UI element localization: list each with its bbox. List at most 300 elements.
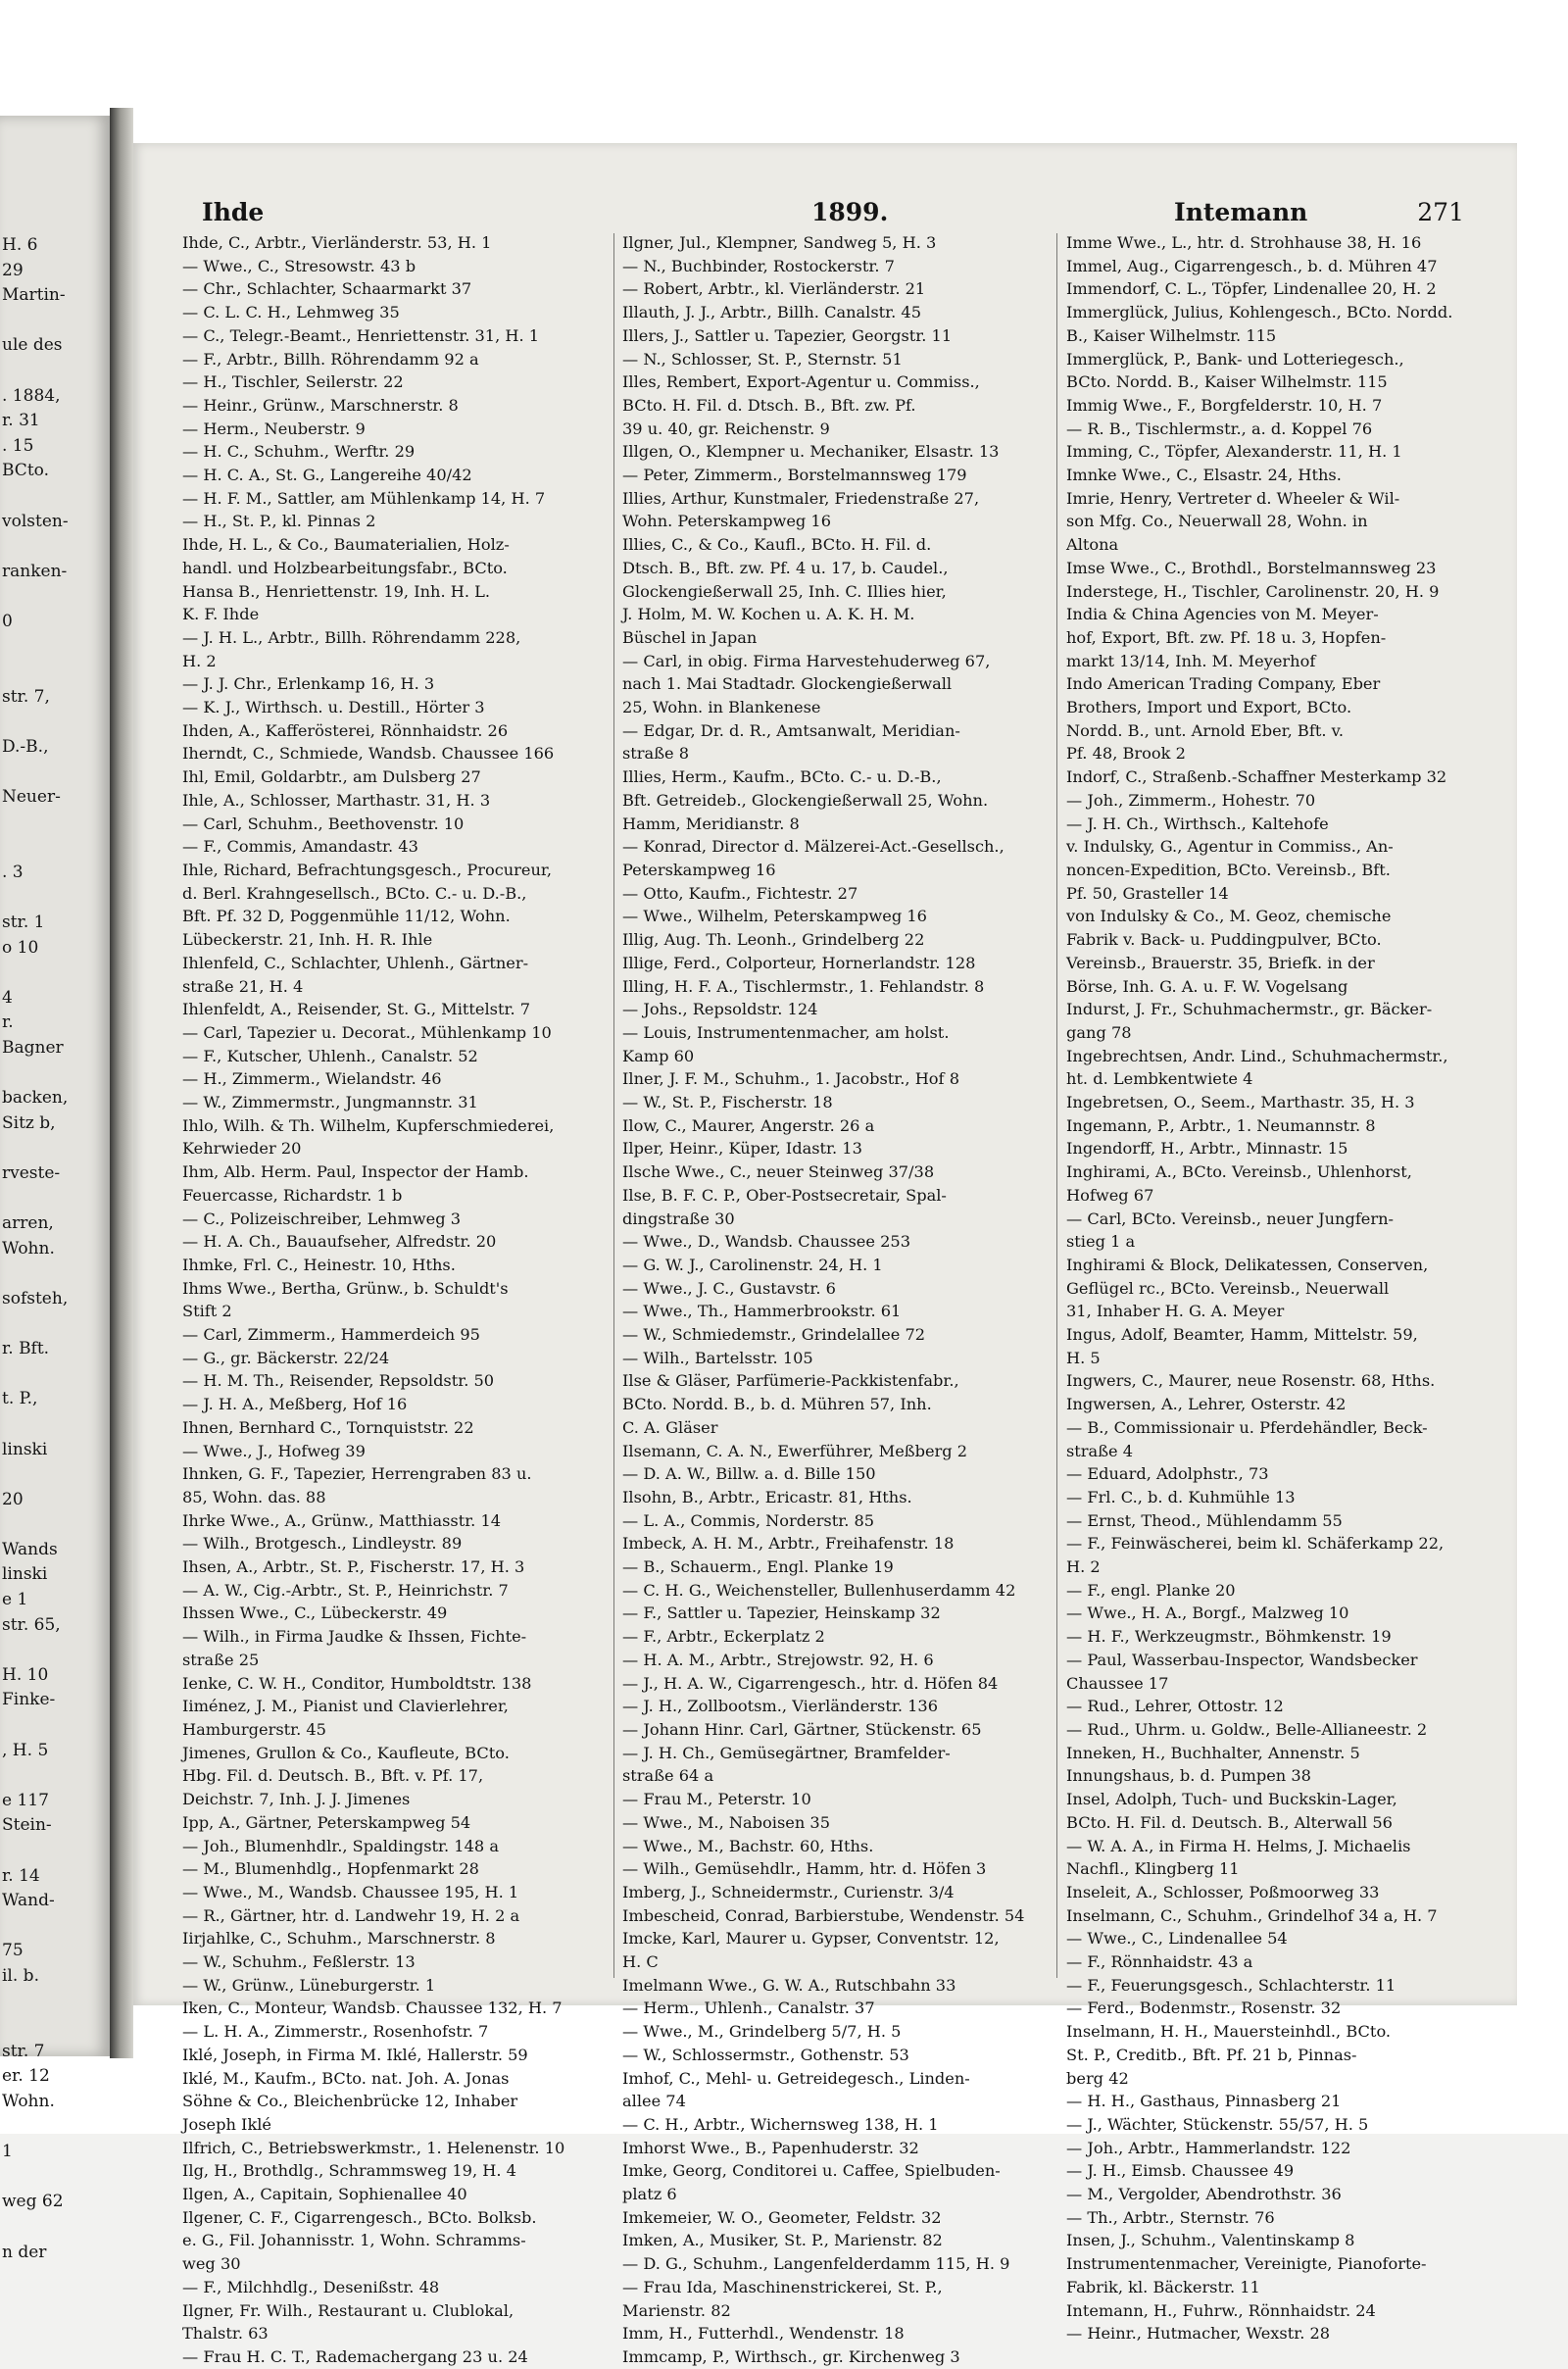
previous-page-line: ule des	[2, 335, 63, 356]
directory-entry: — L. A., Commis, Norderstr. 85	[622, 1510, 875, 1530]
directory-entry: Ihden, A., Kafferösterei, Rönnhaidstr. 26	[182, 720, 509, 740]
directory-entry: — Chr., Schlachter, Schaarmarkt 37	[182, 279, 472, 299]
directory-entry: Innungshaus, b. d. Pumpen 38	[1066, 1766, 1311, 1786]
directory-entry: Ilner, J. F. M., Schuhm., 1. Jacobstr., Hof 8	[622, 1069, 959, 1089]
directory-entry: gang 78	[1066, 1022, 1132, 1042]
previous-page-line: o 10	[2, 937, 39, 958]
previous-page-line: linski	[2, 1564, 48, 1585]
directory-entry: — H. F. M., Sattler, am Mühlenkamp 14, H. 7	[182, 488, 546, 508]
directory-entry: Immel, Aug., Cigarrengesch., b. d. Mühren 47	[1066, 256, 1438, 275]
previous-page-line: r.	[2, 1012, 14, 1033]
previous-page-line: Bagner	[2, 1038, 64, 1058]
directory-entry: — Wilh., Brotgesch., Lindleystr. 89	[182, 1534, 463, 1554]
directory-entry: — Robert, Arbtr., kl. Vierländerstr. 21	[622, 279, 926, 299]
directory-entry: Ingebrechtsen, Andr. Lind., Schuhmachermstr.,	[1066, 1046, 1448, 1065]
directory-entry: Immerglück, Julius, Kohlengesch., BCto. Nordd.	[1066, 303, 1453, 322]
directory-entry: — Wwe., D., Wandsb. Chaussee 253	[622, 1232, 911, 1252]
directory-entry: — Wwe., H. A., Borgf., Malzweg 10	[1066, 1604, 1349, 1623]
previous-page-line: Wohn.	[2, 1238, 55, 1259]
directory-entry: Ilsohn, B., Arbtr., Ericastr. 81, Hths.	[622, 1487, 912, 1506]
directory-entry: — Wilh., Bartelsstr. 105	[622, 1348, 813, 1367]
previous-page-line	[2, 1638, 110, 1663]
directory-entry: — H. A. M., Arbtr., Strejowstr. 92, H. 6	[622, 1650, 934, 1669]
previous-page-line: arren,	[2, 1213, 54, 1234]
directory-entry: Nachfl., Klingberg 11	[1066, 1859, 1240, 1879]
directory-entry: — F., Arbtr., Eckerplatz 2	[622, 1627, 825, 1647]
previous-page-line: . 15	[2, 435, 34, 456]
directory-entry: v. Indulsky, G., Agentur in Commiss., An-	[1066, 837, 1394, 857]
directory-entry: — J. H. A., Meßberg, Hof 16	[182, 1395, 408, 1414]
directory-entry: stieg 1 a	[1066, 1232, 1136, 1252]
directory-entry: — Ernst, Theod., Mühlendamm 55	[1066, 1510, 1343, 1530]
directory-entry: Ilgner, Fr. Wilh., Restaurant u. Clublokal,	[182, 2300, 514, 2320]
directory-entry: Illige, Ferd., Colporteur, Hornerlandstr. 128	[622, 953, 976, 972]
directory-entry: Ipp, A., Gärtner, Peterskampweg 54	[182, 1812, 471, 1832]
directory-entry: — Wwe., C., Lindenallee 54	[1066, 1929, 1288, 1949]
previous-page-line: str. 7	[2, 2041, 45, 2061]
directory-entry: Brothers, Import und Export, BCto.	[1066, 698, 1352, 717]
directory-entry: — C. L. C. H., Lehmweg 35	[182, 303, 400, 322]
directory-entry: Ilgener, C. F., Cigarrengesch., BCto. Bolksb.	[182, 2207, 537, 2227]
previous-page-line	[2, 1261, 110, 1287]
directory-entry: — Wwe., M., Naboisen 35	[622, 1812, 831, 1832]
directory-entry: Ihmke, Frl. C., Heinestr. 10, Hths.	[182, 1255, 456, 1274]
directory-entry: — Heinr., Grünw., Marschnerstr. 8	[182, 395, 459, 415]
previous-page-line	[2, 635, 110, 661]
header-last-name: Intemann	[1174, 198, 1308, 226]
directory-entry: straße 8	[622, 744, 690, 764]
directory-entry: Pf. 50, Grasteller 14	[1066, 883, 1229, 903]
directory-entry: — F., Milchhdlg., Desenißstr. 48	[182, 2277, 440, 2296]
directory-entry: Vereinsb., Brauerstr. 35, Briefk. in der	[1066, 953, 1375, 972]
directory-column-2	[622, 231, 1039, 2369]
directory-entry: BCto. Nordd. B., Kaiser Wilhelmstr. 115	[1066, 372, 1388, 392]
previous-page-line: e 117	[2, 1790, 49, 1810]
directory-entry: Iirjahlke, C., Schuhm., Marschnerstr. 8	[182, 1929, 496, 1949]
directory-entry: 85, Wohn. das. 88	[182, 1487, 326, 1506]
directory-entry: — G., gr. Bäckerstr. 22/24	[182, 1348, 390, 1367]
directory-entry: berg 42	[1066, 2068, 1129, 2088]
directory-entry: — H. F., Werkzeugmstr., Böhmkenstr. 19	[1066, 1627, 1392, 1647]
previous-page-line: Wand-	[2, 1891, 55, 1911]
directory-entry: Insen, J., Schuhm., Valentinskamp 8	[1066, 2231, 1355, 2250]
directory-entry: — C., Polizeischreiber, Lehmweg 3	[182, 1209, 462, 1228]
directory-entry: Imm, H., Futterhdl., Wendenstr. 18	[622, 2324, 905, 2344]
directory-entry: — B., Commissionair u. Pferdehändler, Beck-	[1066, 1417, 1428, 1437]
previous-page-line	[2, 484, 110, 510]
directory-entry: Ilg, H., Brothdlg., Schrammsweg 19, H. 4	[182, 2161, 516, 2181]
directory-entry: markt 13/14, Inh. M. Meyerhof	[1066, 651, 1316, 670]
directory-entry: — Ferd., Bodenmstr., Rosenstr. 32	[1066, 1999, 1342, 2018]
directory-entry: — F., Feuerungsgesch., Schlachterstr. 11	[1066, 1975, 1396, 1995]
directory-entry: — B., Schauerm., Engl. Planke 19	[622, 1557, 894, 1577]
directory-entry: straße 64 a	[622, 1766, 714, 1786]
directory-entry: H. C	[622, 1952, 659, 1972]
previous-page-line	[2, 961, 110, 986]
previous-page-line	[2, 760, 110, 785]
directory-entry: — L. H. A., Zimmerstr., Rosenhofstr. 7	[182, 2022, 489, 2042]
directory-entry: Ingebretsen, O., Seem., Marthastr. 35, H. 3	[1066, 1093, 1415, 1112]
directory-entry: Ihle, A., Schlosser, Marthastr. 31, H. 3	[182, 790, 491, 810]
directory-entry: allee 74	[622, 2092, 686, 2111]
previous-page-line	[2, 660, 110, 685]
page-number: 271	[1417, 198, 1464, 226]
directory-entry: Glockengießerwall 25, Inh. C. Illies hier,	[622, 581, 947, 601]
previous-page-line: backen,	[2, 1088, 69, 1109]
directory-entry: — Peter, Zimmerm., Borstelmannsweg 179	[622, 466, 967, 485]
header-year: 1899.	[811, 198, 889, 226]
directory-entry: Ihnken, G. F., Tapezier, Herrengraben 83 u.	[182, 1464, 532, 1484]
header-first-name: Ihde	[202, 198, 265, 226]
previous-page-line: 20	[2, 1489, 24, 1509]
directory-entry: Thalstr. 63	[182, 2324, 269, 2344]
directory-entry: — Wilh., in Firma Jaudke & Ihssen, Fichte-	[182, 1627, 527, 1647]
directory-entry: Imke, Georg, Conditorei u. Caffee, Spielbuden-	[622, 2161, 1001, 2181]
directory-entry: — Frau H. C. T., Rademachergang 23 u. 24	[182, 2346, 528, 2366]
directory-entry: Imrie, Henry, Vertreter d. Wheeler & Wil-	[1066, 488, 1400, 508]
previous-page-line	[2, 835, 110, 861]
directory-entry: Ihsen, A., Arbtr., St. P., Fischerstr. 17, H. 3	[182, 1557, 525, 1577]
directory-entry: — Rud., Uhrm. u. Goldw., Belle-Allianeestr. 2	[1066, 1720, 1428, 1739]
directory-entry: von Indulsky & Co., M. Geoz, chemische	[1066, 907, 1392, 926]
directory-entry: Indorf, C., Straßenb.-Schaffner Mesterkamp 32	[1066, 767, 1447, 787]
directory-entry: — Joh., Blumenhdlr., Spaldingstr. 148 a	[182, 1836, 500, 1855]
directory-entry: Deichstr. 7, Inh. J. J. Jimenes	[182, 1790, 411, 1809]
previous-page-line: 29	[2, 260, 24, 280]
previous-page-line: str. 7,	[2, 686, 50, 707]
directory-entry: — J. H. L., Arbtr., Billh. Röhrendamm 228,	[182, 627, 521, 647]
previous-page-line	[2, 710, 110, 735]
directory-entry: Illies, C., & Co., Kaufl., BCto. H. Fil. d.	[622, 535, 932, 555]
directory-entry: — Carl, Schuhm., Beethovenstr. 10	[182, 814, 465, 833]
directory-entry: H. 2	[182, 651, 217, 670]
previous-page-line: volsten-	[2, 511, 69, 531]
directory-entry: — W., Grünw., Lüneburgerstr. 1	[182, 1975, 436, 1995]
directory-entry: Marienstr. 82	[622, 2300, 731, 2320]
directory-entry: Geflügel rc., BCto. Vereinsb., Neuerwall	[1066, 1278, 1390, 1298]
directory-entry: — R., Gärtner, htr. d. Landwehr 19, H. 2 a	[182, 1905, 520, 1925]
previous-page-line: r. 31	[2, 411, 40, 431]
directory-entry: nach 1. Mai Stadtadr. Glockengießerwall	[622, 674, 953, 694]
directory-entry: H. 2	[1066, 1557, 1101, 1577]
directory-entry: — Frau M., Peterstr. 10	[622, 1790, 811, 1809]
previous-page-line	[2, 1412, 110, 1438]
directory-entry: — Carl, in obig. Firma Harvestehuderweg 67,	[622, 651, 991, 670]
directory-entry: — W., Schuhm., Feßlerstr. 13	[182, 1952, 416, 1972]
previous-page-line	[2, 1136, 110, 1161]
previous-page-line: 4	[2, 987, 13, 1008]
directory-entry: Kamp 60	[622, 1046, 695, 1065]
directory-entry: — J. H. Ch., Wirthsch., Kaltehofe	[1066, 814, 1329, 833]
directory-entry: straße 21, H. 4	[182, 976, 304, 996]
previous-page-line: str. 1	[2, 913, 45, 933]
directory-entry: Feuercasse, Richardstr. 1 b	[182, 1185, 403, 1205]
previous-page-line	[2, 1187, 110, 1212]
directory-entry: Iherndt, C., Schmiede, Wandsb. Chaussee 166	[182, 744, 555, 764]
previous-page-line: ranken-	[2, 561, 68, 581]
directory-entry: — F., Sattler u. Tapezier, Heinskamp 32	[622, 1604, 941, 1623]
directory-column-1	[182, 231, 599, 2369]
directory-entry: Iken, C., Monteur, Wandsb. Chaussee 132, H. 7	[182, 1999, 563, 2018]
directory-entry: St. P., Creditb., Bft. Pf. 21 b, Pinnas-	[1066, 2045, 1357, 2064]
previous-page-line	[2, 2014, 110, 2040]
directory-entry: — A. W., Cig.-Arbtr., St. P., Heinrichstr. 7	[182, 1580, 509, 1600]
directory-entry: Söhne & Co., Bleichenbrücke 12, Inhaber	[182, 2092, 518, 2111]
directory-entry: — F., Commis, Amandastr. 43	[182, 837, 418, 857]
previous-page-line: Martin-	[2, 285, 66, 306]
directory-entry: — Joh., Arbtr., Hammerlandstr. 122	[1066, 2138, 1351, 2157]
previous-page-line: 0	[2, 611, 13, 631]
directory-entry: — Wwe., Th., Hammerbrookstr. 61	[622, 1302, 902, 1321]
directory-entry: Ilper, Heinr., Küper, Idastr. 13	[622, 1139, 862, 1159]
directory-entry: Imelmann Wwe., G. W. A., Rutschbahn 33	[622, 1975, 956, 1995]
directory-entry: — F., Kutscher, Uhlenh., Canalstr. 52	[182, 1046, 478, 1065]
directory-entry: Iiménez, J. M., Pianist und Clavierlehrer,	[182, 1697, 509, 1716]
previous-page-line: r. 14	[2, 1865, 40, 1886]
directory-entry: e. G., Fil. Johannisstr. 1, Wohn. Schramms-	[182, 2231, 526, 2250]
directory-entry: BCto. H. Fil. d. Deutsch. B., Alterwall 56	[1066, 1812, 1393, 1832]
directory-entry: Ihle, Richard, Befrachtungsgesch., Procureur,	[182, 860, 553, 879]
previous-page-line	[2, 1914, 110, 1940]
directory-entry: Chaussee 17	[1066, 1673, 1169, 1693]
directory-entry: Ingwers, C., Maurer, neue Rosenstr. 68, Hths.	[1066, 1371, 1436, 1391]
previous-page-line: t. P.,	[2, 1389, 38, 1409]
directory-entry: — Carl, BCto. Vereinsb., neuer Jungfern-	[1066, 1209, 1395, 1228]
previous-page-line: BCto.	[2, 461, 49, 481]
directory-entry: Imberg, J., Schneidermstr., Curienstr. 3/4	[622, 1882, 955, 1901]
directory-entry: — Wwe., J. C., Gustavstr. 6	[622, 1278, 836, 1298]
directory-entry: — F., Arbtr., Billh. Röhrendamm 92 a	[182, 349, 479, 369]
directory-entry: — Louis, Instrumentenmacher, am holst.	[622, 1022, 950, 1042]
directory-entry: — Wwe., M., Wandsb. Chaussee 195, H. 1	[182, 1882, 519, 1901]
directory-entry: Ilse, B. F. C. P., Ober-Postsecretair, Spal-	[622, 1185, 947, 1205]
directory-entry: Ihl, Emil, Goldarbtr., am Dulsberg 27	[182, 767, 481, 787]
directory-entry: Ihlo, Wilh. & Th. Wilhelm, Kupferschmiederei,	[182, 1115, 555, 1135]
directory-entry: Imhorst Wwe., B., Papenhuderstr. 32	[622, 2138, 919, 2157]
previous-page-line: sofsteh,	[2, 1288, 69, 1308]
directory-entry: — Rud., Lehrer, Ottostr. 12	[1066, 1697, 1284, 1716]
directory-entry: Ilsemann, C. A. N., Ewerführer, Meßberg 2	[622, 1441, 968, 1460]
previous-page-line: Stein-	[2, 1815, 52, 1836]
directory-entry: — D. A. W., Billw. a. d. Bille 150	[622, 1464, 876, 1484]
previous-page-line	[2, 1462, 110, 1488]
directory-entry: Imming, C., Töpfer, Alexanderstr. 11, H. 1	[1066, 442, 1402, 462]
directory-entry: Ihlenfeldt, A., Reisender, St. G., Mittelstr. 7	[182, 1000, 531, 1019]
directory-entry: — H. M. Th., Reisender, Repsoldstr. 50	[182, 1371, 495, 1391]
previous-page-line: weg 62	[2, 2192, 64, 2212]
directory-entry: — C. H. G., Weichensteller, Bullenhuserdamm 42	[622, 1580, 1016, 1600]
previous-page-line: e 1	[2, 1590, 28, 1610]
directory-entry: Imbescheid, Conrad, Barbierstube, Wendenstr. 54	[622, 1905, 1025, 1925]
directory-entry: — F., engl. Planke 20	[1066, 1580, 1236, 1600]
previous-page-line: 75	[2, 1941, 24, 1961]
directory-entry: Illig, Aug. Th. Leonh., Grindelberg 22	[622, 930, 925, 950]
directory-entry: — J. H. Ch., Gemüsegärtner, Bramfelder-	[622, 1743, 951, 1762]
directory-entry: Börse, Inh. G. A. u. F. W. Vogelsang	[1066, 976, 1348, 996]
directory-entry: son Mfg. Co., Neuerwall 28, Wohn. in	[1066, 512, 1368, 531]
previous-page-text	[0, 116, 110, 2265]
directory-entry: — Wwe., M., Bachstr. 60, Hths.	[622, 1836, 874, 1855]
directory-entry: Ingwersen, A., Lehrer, Osterstr. 42	[1066, 1395, 1347, 1414]
directory-entry: Bft. Pf. 32 D, Poggenmühle 11/12, Wohn.	[182, 907, 511, 926]
directory-entry: d. Berl. Krahngesellsch., BCto. C.- u. D.-B.,	[182, 883, 527, 903]
directory-entry: Ihlenfeld, C., Schlachter, Uhlenh., Gärtner-	[182, 953, 529, 972]
previous-page-line	[2, 811, 110, 836]
previous-page-line	[2, 1713, 110, 1739]
directory-entry: Ihde, H. L., & Co., Baumaterialien, Holz-	[182, 535, 510, 555]
previous-page-line: n der	[2, 2242, 47, 2262]
directory-entry: — Carl, Tapezier u. Decorat., Mühlenkamp 10	[182, 1022, 552, 1042]
directory-entry: Hamburgerstr. 45	[182, 1720, 326, 1739]
directory-entry: — Wwe., J., Hofweg 39	[182, 1441, 366, 1460]
directory-entry: Hofweg 67	[1066, 1185, 1154, 1205]
directory-entry: Illes, Rembert, Export-Agentur u. Commiss.,	[622, 372, 980, 392]
directory-entry: — H. C. A., St. G., Langereihe 40/42	[182, 466, 472, 485]
previous-page-line	[2, 534, 110, 560]
directory-entry: Inneken, H., Buchhalter, Annenstr. 5	[1066, 1743, 1360, 1762]
directory-entry: — W., Schmiedemstr., Grindelallee 72	[622, 1325, 926, 1345]
directory-entry: Imhof, C., Mehl- u. Getreidegesch., Linden-	[622, 2068, 970, 2088]
previous-page-line: rveste-	[2, 1162, 61, 1183]
previous-page-line: Sitz b,	[2, 1112, 56, 1133]
directory-entry: — M., Vergolder, Abendrothstr. 36	[1066, 2185, 1342, 2204]
directory-entry: — Otto, Kaufm., Fichtestr. 27	[622, 883, 858, 903]
directory-entry: Imse Wwe., C., Brothdl., Borstelmannsweg 23	[1066, 558, 1437, 577]
previous-page-line	[2, 1362, 110, 1388]
directory-entry: Hansa B., Henriettenstr. 19, Inh. H. L.	[182, 581, 491, 601]
directory-entry: J. Holm, M. W. Kochen u. A. K. H. M.	[622, 605, 915, 624]
directory-entry: — H. H., Gasthaus, Pinnasberg 21	[1066, 2092, 1342, 2111]
directory-entry: — C. H., Arbtr., Wichernsweg 138, H. 1	[622, 2114, 939, 2134]
directory-entry: — Herm., Neuberstr. 9	[182, 419, 366, 438]
previous-page-line	[2, 2165, 110, 2191]
directory-entry: — Herm., Uhlenh., Canalstr. 37	[622, 1999, 875, 2018]
directory-entry: Hamm, Meridianstr. 8	[622, 814, 800, 833]
previous-page-line: str. 65,	[2, 1614, 61, 1635]
previous-page-line: Wohn.	[2, 2091, 55, 2111]
directory-entry: Illing, H. F. A., Tischlermstr., 1. Fehlandstr. 8	[622, 976, 985, 996]
directory-entry: Indurst, J. Fr., Schuhmachermstr., gr. Bäcker-	[1066, 1000, 1433, 1019]
directory-entry: Ihm, Alb. Herm. Paul, Inspector der Hamb.	[182, 1162, 529, 1182]
directory-entry: Ingus, Adolf, Beamter, Hamm, Mittelstr. 59,	[1066, 1325, 1418, 1345]
directory-entry: Joseph Iklé	[182, 2114, 272, 2134]
directory-entry: C. A. Gläser	[622, 1417, 718, 1437]
previous-page-line: 1	[2, 2142, 13, 2162]
previous-page-line	[2, 584, 110, 610]
directory-entry: — H. A. Ch., Bauaufseher, Alfredstr. 20	[182, 1232, 497, 1252]
directory-entry: Illauth, J. J., Arbtr., Billh. Canalstr. 45	[622, 303, 922, 322]
directory-entry: ht. d. Lembkentwiete 4	[1066, 1069, 1253, 1089]
directory-entry: platz 6	[622, 2185, 677, 2204]
directory-entry: Illgen, O., Klempner u. Mechaniker, Elsastr. 13	[622, 442, 1000, 462]
directory-entry: — Th., Arbtr., Sternstr. 76	[1066, 2207, 1275, 2227]
directory-entry: Fabrik v. Back- u. Puddingpulver, BCto.	[1066, 930, 1382, 950]
directory-entry: hof, Export, Bft. zw. Pf. 18 u. 3, Hopfen-	[1066, 627, 1387, 647]
directory-entry: Ihssen Wwe., C., Lübeckerstr. 49	[182, 1604, 448, 1623]
directory-entry: — J. J. Chr., Erlenkamp 16, H. 3	[182, 674, 435, 694]
directory-entry: — D. G., Schuhm., Langenfelderdamm 115, H. 9	[622, 2254, 1010, 2274]
directory-entry: Kehrwieder 20	[182, 1139, 302, 1159]
directory-entry: Imme Wwe., L., htr. d. Strohhause 38, H. 16	[1066, 233, 1422, 252]
directory-column-3	[1066, 231, 1483, 2345]
directory-entry: — Wwe., M., Grindelberg 5/7, H. 5	[622, 2022, 902, 2042]
directory-entry: Immerglück, P., Bank- und Lotteriegesch.,	[1066, 349, 1404, 369]
directory-entry: — R. B., Tischlermstr., a. d. Koppel 76	[1066, 419, 1373, 438]
directory-entry: Imken, A., Musiker, St. P., Marienstr. 82	[622, 2231, 943, 2250]
directory-entry: Ingendorff, H., Arbtr., Minnastr. 15	[1066, 1139, 1348, 1159]
previous-page-line: linski	[2, 1439, 48, 1459]
directory-entry: Indo American Trading Company, Eber	[1066, 674, 1381, 694]
previous-page-line: D.-B.,	[2, 736, 49, 757]
previous-page-line	[2, 359, 110, 384]
directory-entry: — M., Blumenhdlg., Hopfenmarkt 28	[182, 1859, 479, 1879]
directory-entry: — Johs., Repsoldstr. 124	[622, 1000, 818, 1019]
previous-page-line: Neuer-	[2, 787, 61, 808]
directory-entry: Inderstege, H., Tischler, Carolinenstr. 20, H. 9	[1066, 581, 1440, 601]
directory-entry: — F., Feinwäscherei, beim kl. Schäferkamp 22,	[1066, 1534, 1445, 1554]
directory-entry: Ingemann, P., Arbtr., 1. Neumannstr. 8	[1066, 1115, 1376, 1135]
directory-entry: Wohn. Peterskampweg 16	[622, 512, 832, 531]
previous-page-line	[2, 309, 110, 334]
directory-entry: handl. und Holzbearbeitungsfabr., BCto.	[182, 558, 508, 577]
directory-entry: — H., St. P., kl. Pinnas 2	[182, 512, 376, 531]
directory-entry: — Wwe., Wilhelm, Peterskampweg 16	[622, 907, 927, 926]
page-header	[182, 198, 1478, 233]
directory-entry: Ihde, C., Arbtr., Vierländerstr. 53, H. 1	[182, 233, 492, 252]
directory-entry: Inghirami & Block, Delikatessen, Conserven,	[1066, 1255, 1429, 1274]
directory-entry: dingstraße 30	[622, 1209, 735, 1228]
directory-entry: — Konrad, Director d. Mälzerei-Act.-Gesellsch.,	[622, 837, 1004, 857]
previous-page-line	[2, 1512, 110, 1538]
directory-entry: 39 u. 40, gr. Reichenstr. 9	[622, 419, 830, 438]
directory-entry: Insel, Adolph, Tuch- und Buckskin-Lager,	[1066, 1790, 1397, 1809]
directory-entry: — Paul, Wasserbau-Inspector, Wandsbecker	[1066, 1650, 1418, 1669]
directory-entry: Illies, Herm., Kaufm., BCto. C.- u. D.-B.,	[622, 767, 942, 787]
directory-entry: — Edgar, Dr. d. R., Amtsanwalt, Meridian-	[622, 720, 960, 740]
directory-entry: Ilow, C., Maurer, Angerstr. 26 a	[622, 1115, 875, 1135]
directory-entry: — K. J., Wirthsch. u. Destill., Hörter 3	[182, 698, 485, 717]
directory-entry: Ienke, C. W. H., Conditor, Humboldtstr. 138	[182, 1673, 532, 1693]
previous-page-line: . 3	[2, 862, 24, 882]
directory-entry: straße 4	[1066, 1441, 1134, 1460]
directory-entry: — Carl, Zimmerm., Hammerdeich 95	[182, 1325, 480, 1345]
directory-entry: — J. H., Eimsb. Chaussee 49	[1066, 2161, 1295, 2181]
directory-entry: — J., H. A. W., Cigarrengesch., htr. d. Höfen 84	[622, 1673, 999, 1693]
directory-entry: Ilgen, A., Capitain, Sophienallee 40	[182, 2185, 467, 2204]
directory-entry: Intemann, H., Fuhrw., Rönnhaidstr. 24	[1066, 2300, 1376, 2320]
directory-entry: — J., Wächter, Stückenstr. 55/57, H. 5	[1066, 2114, 1369, 2134]
previous-page-line	[2, 2115, 110, 2141]
previous-page-line: er. 12	[2, 2066, 50, 2087]
directory-entry: — Johann Hinr. Carl, Gärtner, Stückenstr. 65	[622, 1720, 982, 1739]
directory-entry: Inselmann, H. H., Mauersteinhdl., BCto.	[1066, 2022, 1392, 2042]
previous-page-line: H. 10	[2, 1664, 49, 1685]
directory-entry: Fabrik, kl. Bäckerstr. 11	[1066, 2277, 1260, 2296]
directory-entry: Instrumentenmacher, Vereinigte, Pianoforte-	[1066, 2254, 1427, 2274]
column-divider	[1056, 233, 1057, 1978]
directory-entry: — Eduard, Adolphstr., 73	[1066, 1464, 1269, 1484]
directory-entry: — G. W. J., Carolinenstr. 24, H. 1	[622, 1255, 883, 1274]
directory-entry: — Heinr., Hutmacher, Wexstr. 28	[1066, 2324, 1331, 2344]
directory-entry: 25, Wohn. in Blankenese	[622, 698, 821, 717]
directory-entry: BCto. H. Fil. d. Dtsch. B., Bft. zw. Pf.	[622, 395, 916, 415]
directory-entry: Iklé, Joseph, in Firma M. Iklé, Hallerstr. 59	[182, 2045, 528, 2064]
directory-entry: — J. H., Zollbootsm., Vierländerstr. 136	[622, 1697, 939, 1716]
directory-entry: — W., St. P., Fischerstr. 18	[622, 1093, 833, 1112]
previous-page-line	[2, 1990, 110, 2015]
directory-entry: Bft. Getreideb., Glockengießerwall 25, Wohn.	[622, 790, 989, 810]
directory-entry: — N., Buchbinder, Rostockerstr. 7	[622, 256, 895, 275]
